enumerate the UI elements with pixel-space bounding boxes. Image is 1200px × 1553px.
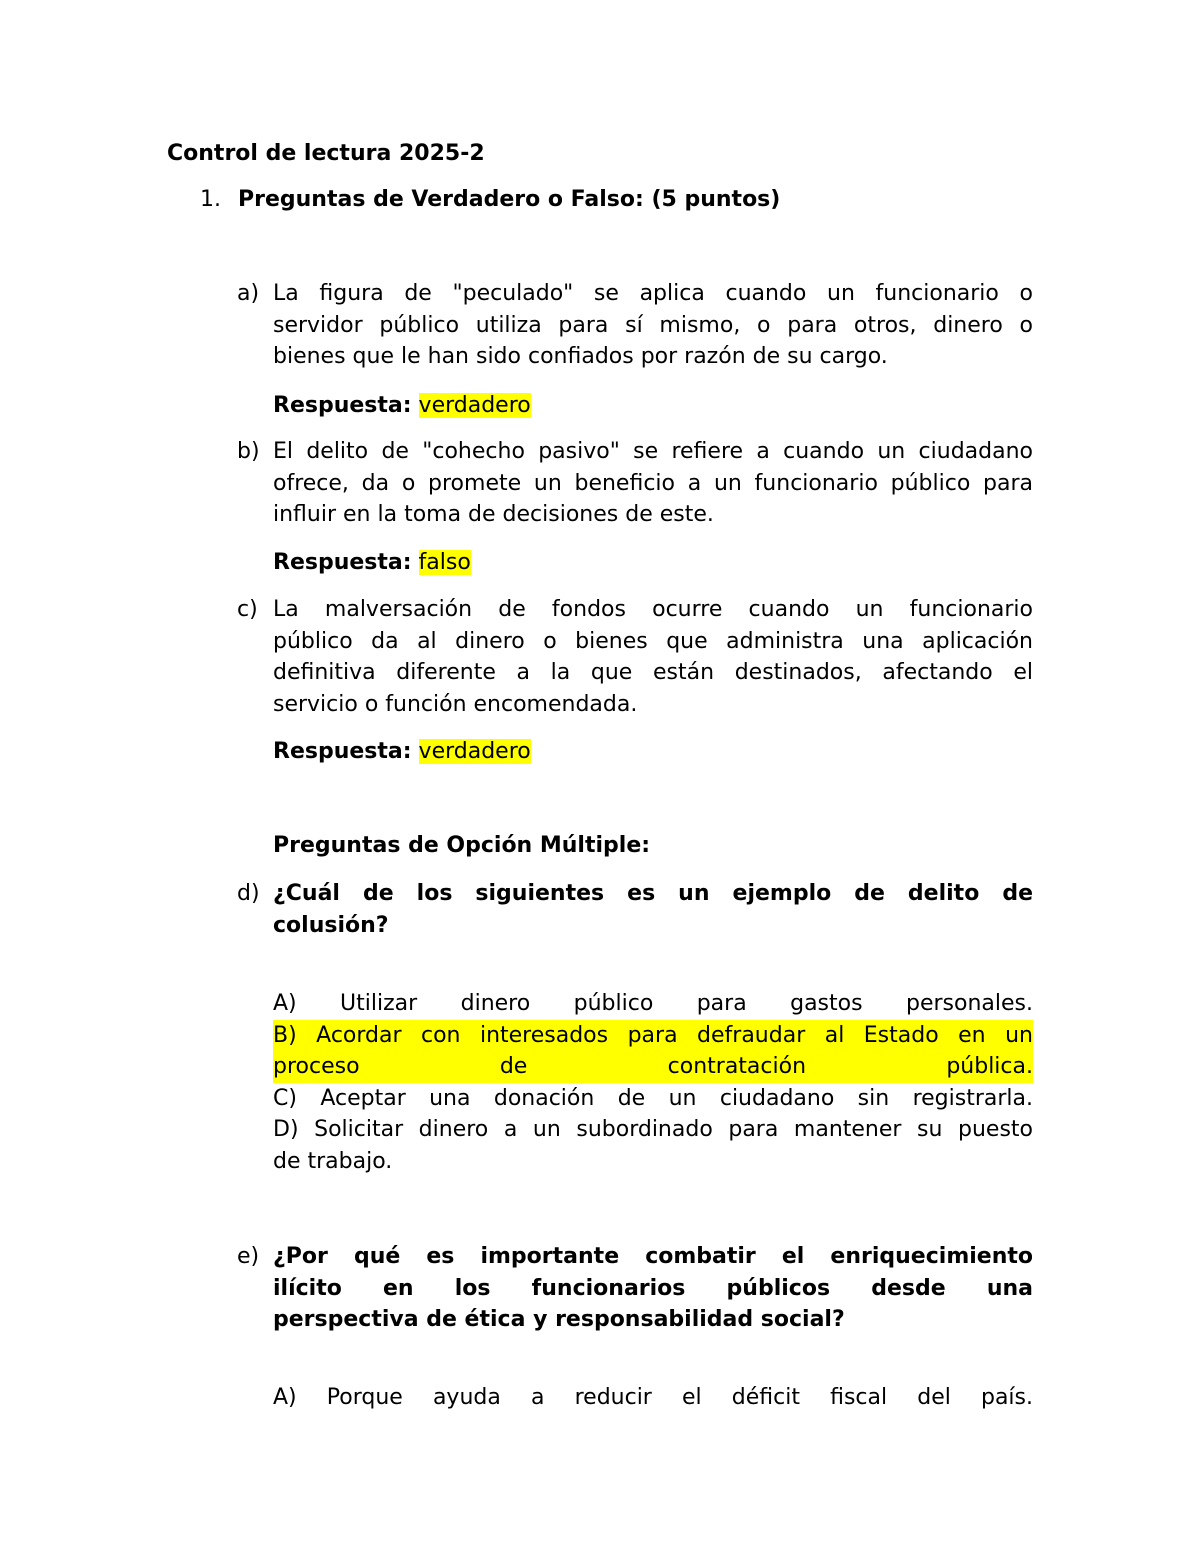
option-b-correct: proceso de contratación pública. bbox=[273, 1051, 1033, 1083]
item-c-line: servicio o función encomendada. bbox=[273, 691, 638, 717]
item-a-letter: a) bbox=[237, 281, 260, 306]
section-number: 1. bbox=[200, 187, 221, 212]
item-c-letter: c) bbox=[237, 597, 258, 622]
answer-value: verdadero bbox=[418, 739, 531, 764]
option-a: A) Porque ayuda a reducir el déficit fiscal del país. bbox=[273, 1385, 1033, 1410]
question-e-letter: e) bbox=[237, 1244, 260, 1269]
option-c: C) Aceptar una donación de un ciudadano sin registrarla. bbox=[273, 1085, 1033, 1111]
item-c-answer bbox=[273, 736, 531, 768]
answer-value: falso bbox=[418, 550, 471, 575]
option-b-correct: B) Acordar con interesados para defraudar al Estado en un bbox=[273, 1020, 1033, 1052]
multiple-choice-heading: Preguntas de Opción Múltiple: bbox=[273, 833, 651, 858]
answer-label: Respuesta: bbox=[273, 393, 412, 418]
item-c-line: definitiva diferente a la que están destinados, afectando el bbox=[273, 660, 1033, 685]
answer-label: Respuesta: bbox=[273, 739, 412, 764]
question-e-text bbox=[273, 1241, 1033, 1336]
item-c-line: La malversación de fondos ocurre cuando un funcionario bbox=[273, 597, 1033, 622]
item-a-statement bbox=[273, 278, 1033, 373]
question-e-line: ilícito en los funcionarios públicos desde una bbox=[273, 1275, 1033, 1301]
answer-label: Respuesta: bbox=[273, 550, 412, 575]
question-e-options bbox=[273, 1382, 1033, 1414]
document-title: Control de lectura 2025-2 bbox=[167, 141, 485, 166]
question-e-line: ¿Por qué es importante combatir el enriquecimiento bbox=[273, 1244, 1033, 1269]
item-c-line: público da al dinero o bienes que administra una aplicación bbox=[273, 628, 1033, 654]
option-d: de trabajo. bbox=[273, 1148, 393, 1174]
section-title: Preguntas de Verdadero o Falso: (5 puntos) bbox=[238, 187, 781, 212]
item-b-letter: b) bbox=[237, 439, 260, 464]
item-a-line: La figura de "peculado" se aplica cuando un funcionario o bbox=[273, 281, 1033, 306]
question-d-line: ¿Cuál de los siguientes es un ejemplo de delito de bbox=[273, 881, 1033, 906]
item-c-statement bbox=[273, 594, 1033, 720]
item-b-line: El delito de "cohecho pasivo" se refiere a cuando un ciudadano bbox=[273, 439, 1033, 464]
question-e-line: perspectiva de ética y responsabilidad social? bbox=[273, 1307, 845, 1332]
question-d-options bbox=[273, 988, 1033, 1177]
option-a: A) Utilizar dinero público para gastos personales. bbox=[273, 991, 1033, 1016]
question-d-letter: d) bbox=[237, 881, 260, 906]
item-b-line: influir en la toma de decisiones de este. bbox=[273, 502, 714, 527]
item-b-answer bbox=[273, 547, 471, 579]
item-b-line: ofrece, da o promete un beneficio a un funcionario público para bbox=[273, 470, 1033, 496]
answer-value: verdadero bbox=[418, 393, 531, 418]
item-b-statement bbox=[273, 436, 1033, 531]
option-d: D) Solicitar dinero a un subordinado para mantener su puesto bbox=[273, 1117, 1033, 1142]
item-a-answer bbox=[273, 390, 531, 422]
item-a-line: bienes que le han sido confiados por razón de su cargo. bbox=[273, 344, 888, 369]
question-d-text bbox=[273, 878, 1033, 941]
item-a-line: servidor público utiliza para sí mismo, o para otros, dinero o bbox=[273, 312, 1033, 338]
question-d-line: colusión? bbox=[273, 912, 389, 938]
